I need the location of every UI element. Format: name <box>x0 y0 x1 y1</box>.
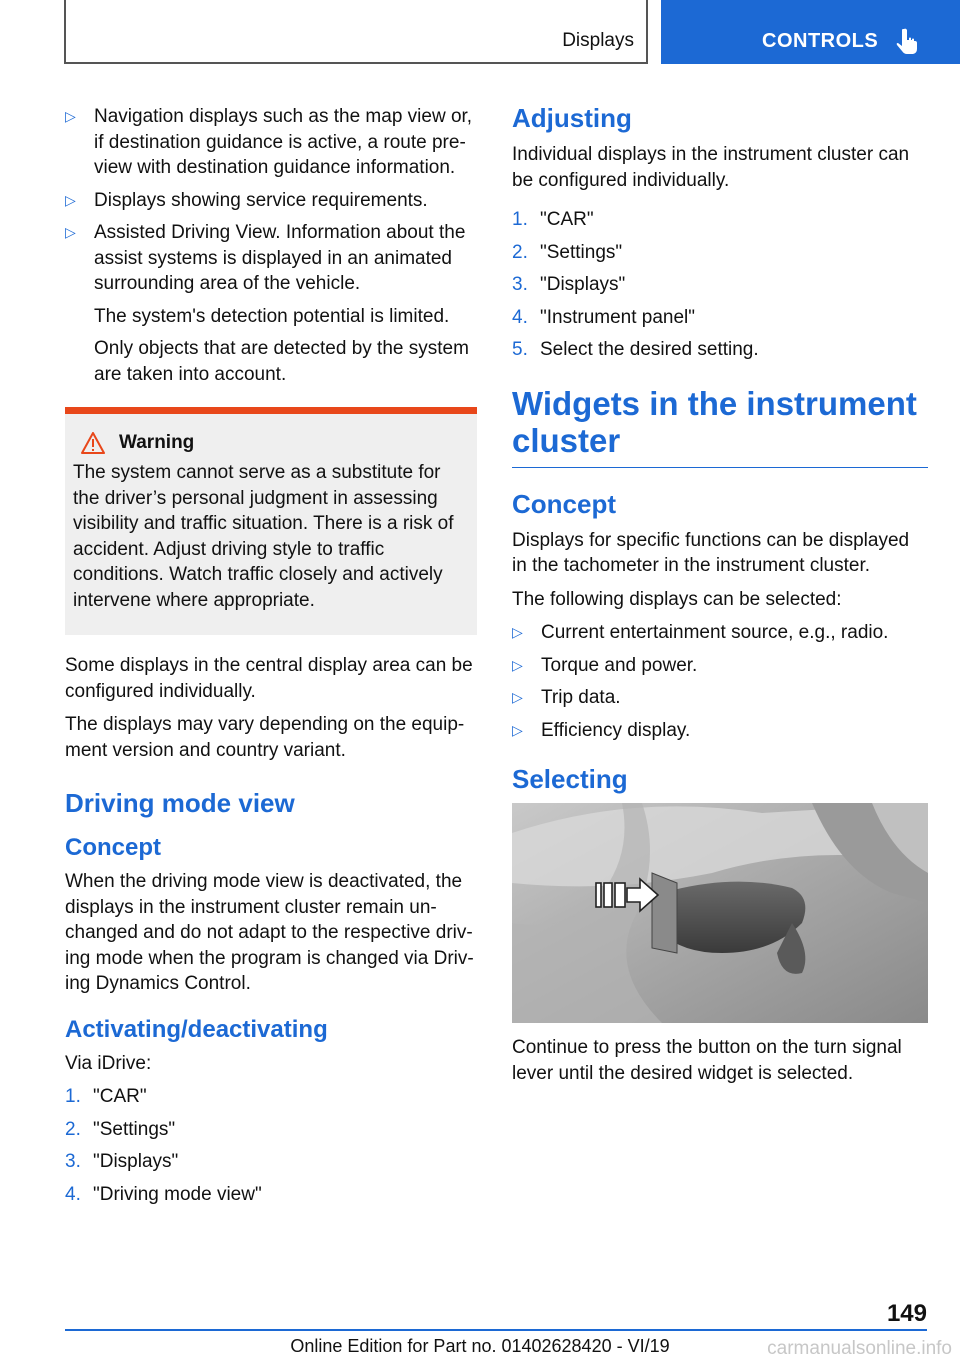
list-item-note: Only objects that are detected by the system are taken into account. <box>94 338 469 385</box>
turn-signal-lever-illustration <box>512 803 928 1023</box>
header-section-tab <box>64 0 648 64</box>
right-column <box>512 104 928 1094</box>
step-number: 3. <box>65 1151 81 1172</box>
step-text: Select the desired setting. <box>540 339 759 360</box>
heading-selecting: Selecting <box>512 764 628 794</box>
list-item-text: Displays showing service requirements. <box>94 189 428 211</box>
paragraph: The following displays can be selected: <box>512 588 842 610</box>
footer-divider <box>65 1329 927 1331</box>
triangle-bullet-icon: ▷ <box>65 191 76 208</box>
list-item <box>65 1182 477 1208</box>
step-text: "Settings" <box>93 1118 176 1140</box>
left-column <box>65 104 477 1215</box>
list-item-text: Assisted Driving View. Information about the assist systems is displayed in an animated surrounding area of the vehicle. <box>94 222 466 294</box>
paragraph: Displays for specific functions can be displayed in the tachometer in the instrument cluster. <box>512 529 910 576</box>
list-item <box>512 685 928 711</box>
list-item <box>512 653 928 679</box>
steps-list <box>65 1084 477 1207</box>
warning-text: The system cannot serve as a substitute for the driver’s personal judgment in assessing visibility and traffic situation. There is a risk of accident. Adjust driving style to traffic conditions. Watch traffic closely and actively intervene where appropriate. <box>73 462 454 611</box>
step-number: 1. <box>512 209 528 230</box>
pointing-hand-icon <box>895 27 921 55</box>
step-text: "Displays" <box>540 274 626 295</box>
list-item <box>65 220 477 297</box>
paragraph: Via iDrive: <box>65 1052 152 1074</box>
heading-widgets: Widgets in the instrument cluster <box>512 385 928 468</box>
list-item <box>512 272 928 298</box>
edition-note: Online Edition for Part no. 01402628420 - VI/19 <box>290 1336 670 1356</box>
step-text: "CAR" <box>540 209 594 230</box>
heading-adjusting: Adjusting <box>512 103 632 133</box>
list-item <box>512 337 928 363</box>
list-item <box>512 305 928 331</box>
list-item-text: Current entertainment source, e.g., radio. <box>541 622 889 643</box>
step-number: 4. <box>512 306 528 328</box>
step-number: 1. <box>65 1086 81 1107</box>
list-item <box>512 207 928 233</box>
list-item <box>65 1149 477 1175</box>
heading-concept: Concept <box>512 488 616 519</box>
list-item-text: Navigation displays such as the map view or, if destination guidance is active, a route preview with destination guidance information. <box>94 106 473 178</box>
list-item <box>65 1117 477 1143</box>
step-text: "CAR" <box>93 1086 147 1107</box>
widget-list <box>512 620 928 743</box>
adjusting-steps-list <box>512 207 928 363</box>
heading-concept: Concept <box>65 834 161 861</box>
paragraph: The displays may vary depending on the equipment version and country variant. <box>65 714 465 761</box>
list-item <box>65 104 477 181</box>
list-item-text: Torque and power. <box>541 654 698 676</box>
step-text: "Driving mode view" <box>93 1183 262 1205</box>
list-item-note: The system's detection potential is limited. <box>94 305 450 327</box>
step-text: "Settings" <box>540 241 623 263</box>
step-number: 5. <box>512 339 528 360</box>
triangle-bullet-icon: ▷ <box>65 224 76 240</box>
step-number: 3. <box>512 274 528 295</box>
warning-box <box>65 407 477 635</box>
list-item <box>65 1084 477 1110</box>
warning-header <box>73 432 469 454</box>
list-item <box>65 188 477 214</box>
triangle-bullet-icon: ▷ <box>65 108 76 124</box>
paragraph: Individual displays in the instrument cluster can be configured individually. <box>512 144 910 191</box>
list-item-text: Trip data. <box>541 687 621 708</box>
triangle-bullet-icon: ▷ <box>512 656 523 673</box>
step-number: 2. <box>512 241 528 263</box>
paragraph: Continue to press the button on the turn signal lever until the desired widget is selected. <box>512 1037 902 1084</box>
triangle-bullet-icon: ▷ <box>512 689 523 705</box>
triangle-bullet-icon: ▷ <box>512 624 523 640</box>
step-text: "Displays" <box>93 1151 179 1172</box>
step-text: "Instrument panel" <box>540 306 696 328</box>
paragraph: When the driving mode view is deactivated, the displays in the instrument cluster remain unchanged and do not adapt to the respective driving mode when the program is changed via Driving Dynamics Control. <box>65 871 474 994</box>
display-types-list <box>65 104 477 387</box>
header-chapter-tab <box>661 0 960 64</box>
list-item-text: Efficiency display. <box>541 719 691 741</box>
header-chapter-title: CONTROLS <box>762 30 879 52</box>
header-section-title: Displays <box>562 30 634 51</box>
step-number: 4. <box>65 1183 81 1205</box>
list-item <box>512 620 928 646</box>
step-number: 2. <box>65 1118 81 1140</box>
page-number: 149 <box>886 1300 927 1327</box>
list-item <box>512 718 928 744</box>
heading-activating: Activating/deactivating <box>65 1015 328 1043</box>
list-item <box>512 240 928 266</box>
warning-title: Warning <box>119 432 195 453</box>
watermark: carmanualsonline.info <box>767 1338 952 1359</box>
heading-driving-mode-view: Driving mode view <box>65 788 295 818</box>
warning-triangle-icon <box>81 432 105 454</box>
triangle-bullet-icon: ▷ <box>512 721 523 738</box>
paragraph: Some displays in the central display area can be configured individually. <box>65 655 473 702</box>
